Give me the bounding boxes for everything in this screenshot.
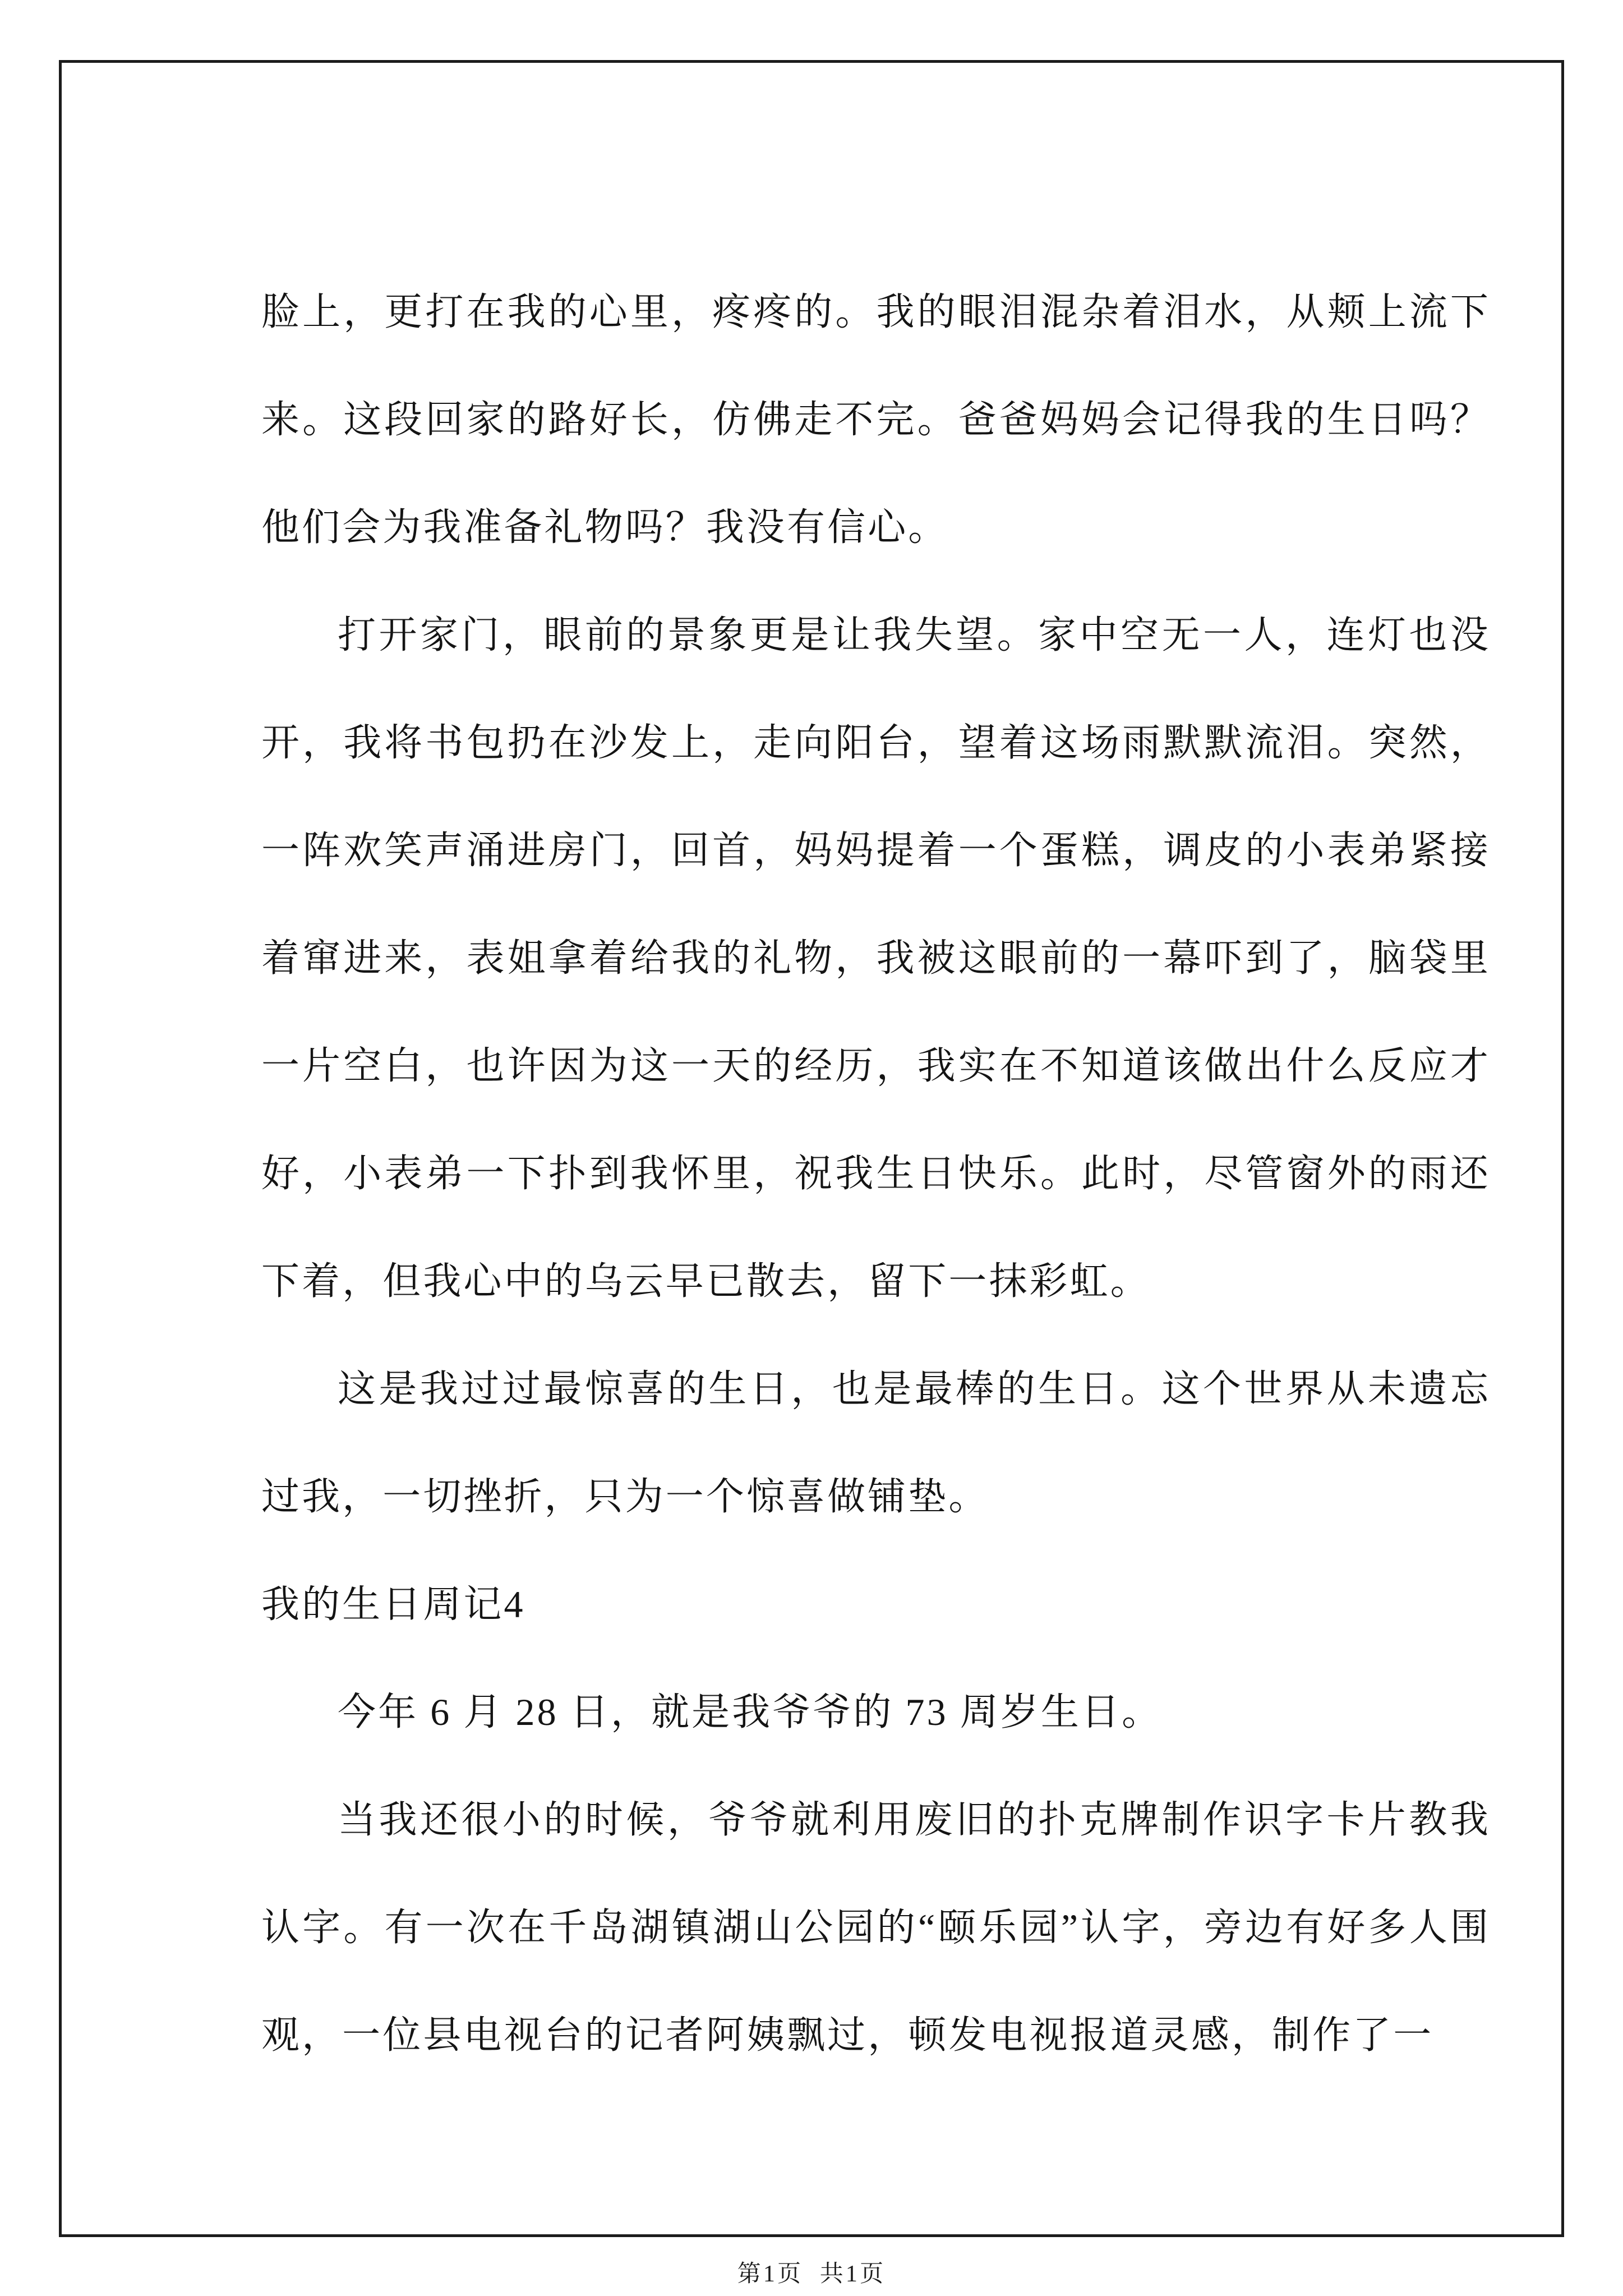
paragraph: 打开家门，眼前的景象更是让我失望。家中空无一人，连灯也没开，我将书包扔在沙发上，走向阳台，望着这场雨默默流泪。突然，一阵欢笑声涌进房门，回首，妈妈提着一个蛋糕，调皮的小表弟紧接着窜进来，表姐拿着给我的礼物，我被这眼前的一幕吓到了，脑袋里一片空白，也许因为这一天的经历，我实在不知道该做出什么反应才好，小表弟一下扑到我怀里，祝我生日快乐。此时，尽管窗外的雨还下着，但我心中的乌云早已散去，留下一抹彩虹。 [261, 614, 1491, 1303]
paragraph: 今年 6 月 28 日，就是我爷爷的 73 周岁生日。 [338, 1691, 1163, 1733]
paragraph: 当我还很小的时候，爷爷就利用废旧的扑克牌制作识字卡片教我认字。有一次在千岛湖镇湖山公园的“颐乐园”认字，旁边有好多人围观，一位县电视台的记者阿姨飘过，顿发电视报道灵感，制作了一 [261, 1798, 1491, 2056]
page-number-text: 第1页 共1页 [737, 2261, 886, 2287]
document-body [261, 258, 1491, 2089]
paragraph: 这是我过过最惊喜的生日，也是最棒的生日。这个世界从未遗忘过我，一切挫折，只为一个惊喜做铺垫。 [261, 1368, 1491, 1518]
page-border [59, 60, 1564, 2287]
paragraph: 脸上，更打在我的心里，疼疼的。我的眼泪混杂着泪水，从颊上流下来。这段回家的路好长，仿佛走不完。爸爸妈妈会记得我的生日吗？他们会为我准备礼物吗？我没有信心。 [261, 291, 1491, 549]
paragraph: 我的生日周记4 [261, 1583, 525, 1626]
page-footer [62, 2255, 1561, 2289]
